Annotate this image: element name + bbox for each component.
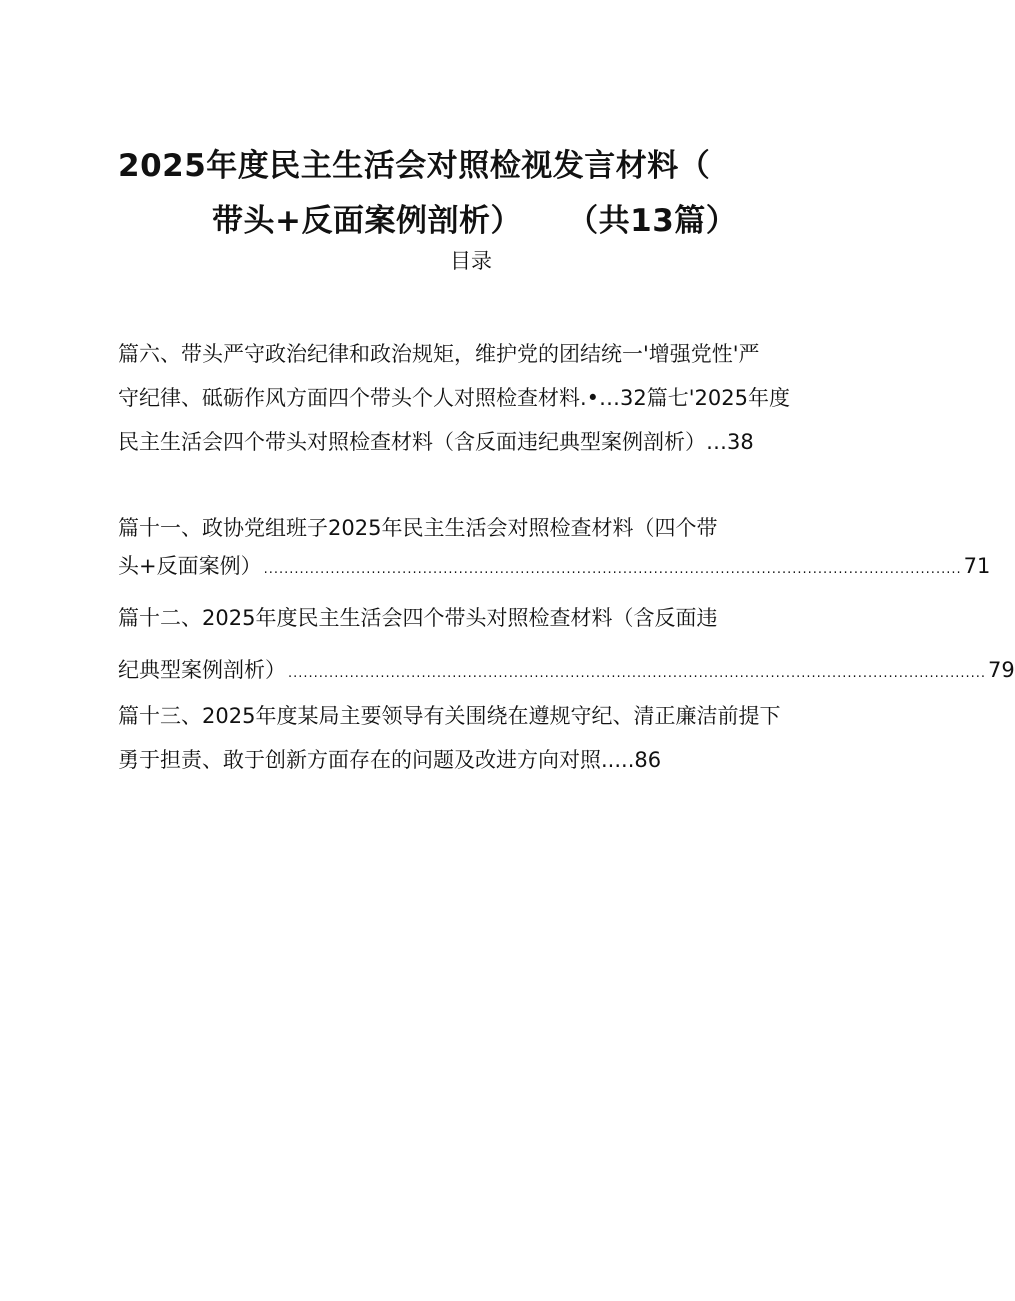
toc-entry-6-line-1[interactable]: 篇六、带头严守政治纪律和政治规矩，维护党的团结统一'增强党性'严 bbox=[118, 342, 760, 366]
toc-entry-11-line-1[interactable]: 篇十一、政协党组班子2025年民主生活会对照检查材料（四个带 bbox=[118, 516, 718, 540]
toc-entry-11-line-2[interactable] bbox=[118, 550, 991, 580]
toc-entry-12-text: 纪典型案例剖析） bbox=[118, 658, 286, 682]
document-title-line-2: 带头+反面案例剖析） （共13篇） bbox=[212, 203, 738, 239]
toc-entry-11-page-number: 71 bbox=[963, 554, 991, 578]
toc-entry-12-page-number: 79 bbox=[988, 658, 1015, 682]
toc-entry-11-leader: ........................................................................................................................................ bbox=[263, 562, 962, 577]
document-title-line-1: 2025年度民主生活会对照检视发言材料（ bbox=[118, 148, 711, 184]
toc-entry-11-text: 头+反面案例） bbox=[118, 554, 262, 578]
toc-entry-7-line[interactable]: 民主生活会四个带头对照检查材料（含反面违纪典型案例剖析）…38 bbox=[118, 430, 754, 454]
toc-entry-13-line-2[interactable]: 勇于担责、敢于创新方面存在的问题及改进方向对照.....86 bbox=[118, 748, 662, 772]
toc-entry-12-line-1[interactable]: 篇十二、2025年度民主生活会四个带头对照检查材料（含反面违 bbox=[118, 606, 718, 630]
toc-entry-13-line-1[interactable]: 篇十三、2025年度某局主要领导有关围绕在遵规守纪、清正廉洁前提下 bbox=[118, 704, 781, 728]
toc-entry-12-line-2[interactable] bbox=[118, 654, 1015, 684]
toc-heading: 目录 bbox=[450, 249, 492, 273]
toc-entry-6-line-2[interactable]: 守纪律、砥砺作风方面四个带头个人对照检查材料.•…32篇七'2025年度 bbox=[118, 386, 790, 410]
toc-entry-12-leader: ........................................................................................................................................ bbox=[288, 666, 986, 681]
